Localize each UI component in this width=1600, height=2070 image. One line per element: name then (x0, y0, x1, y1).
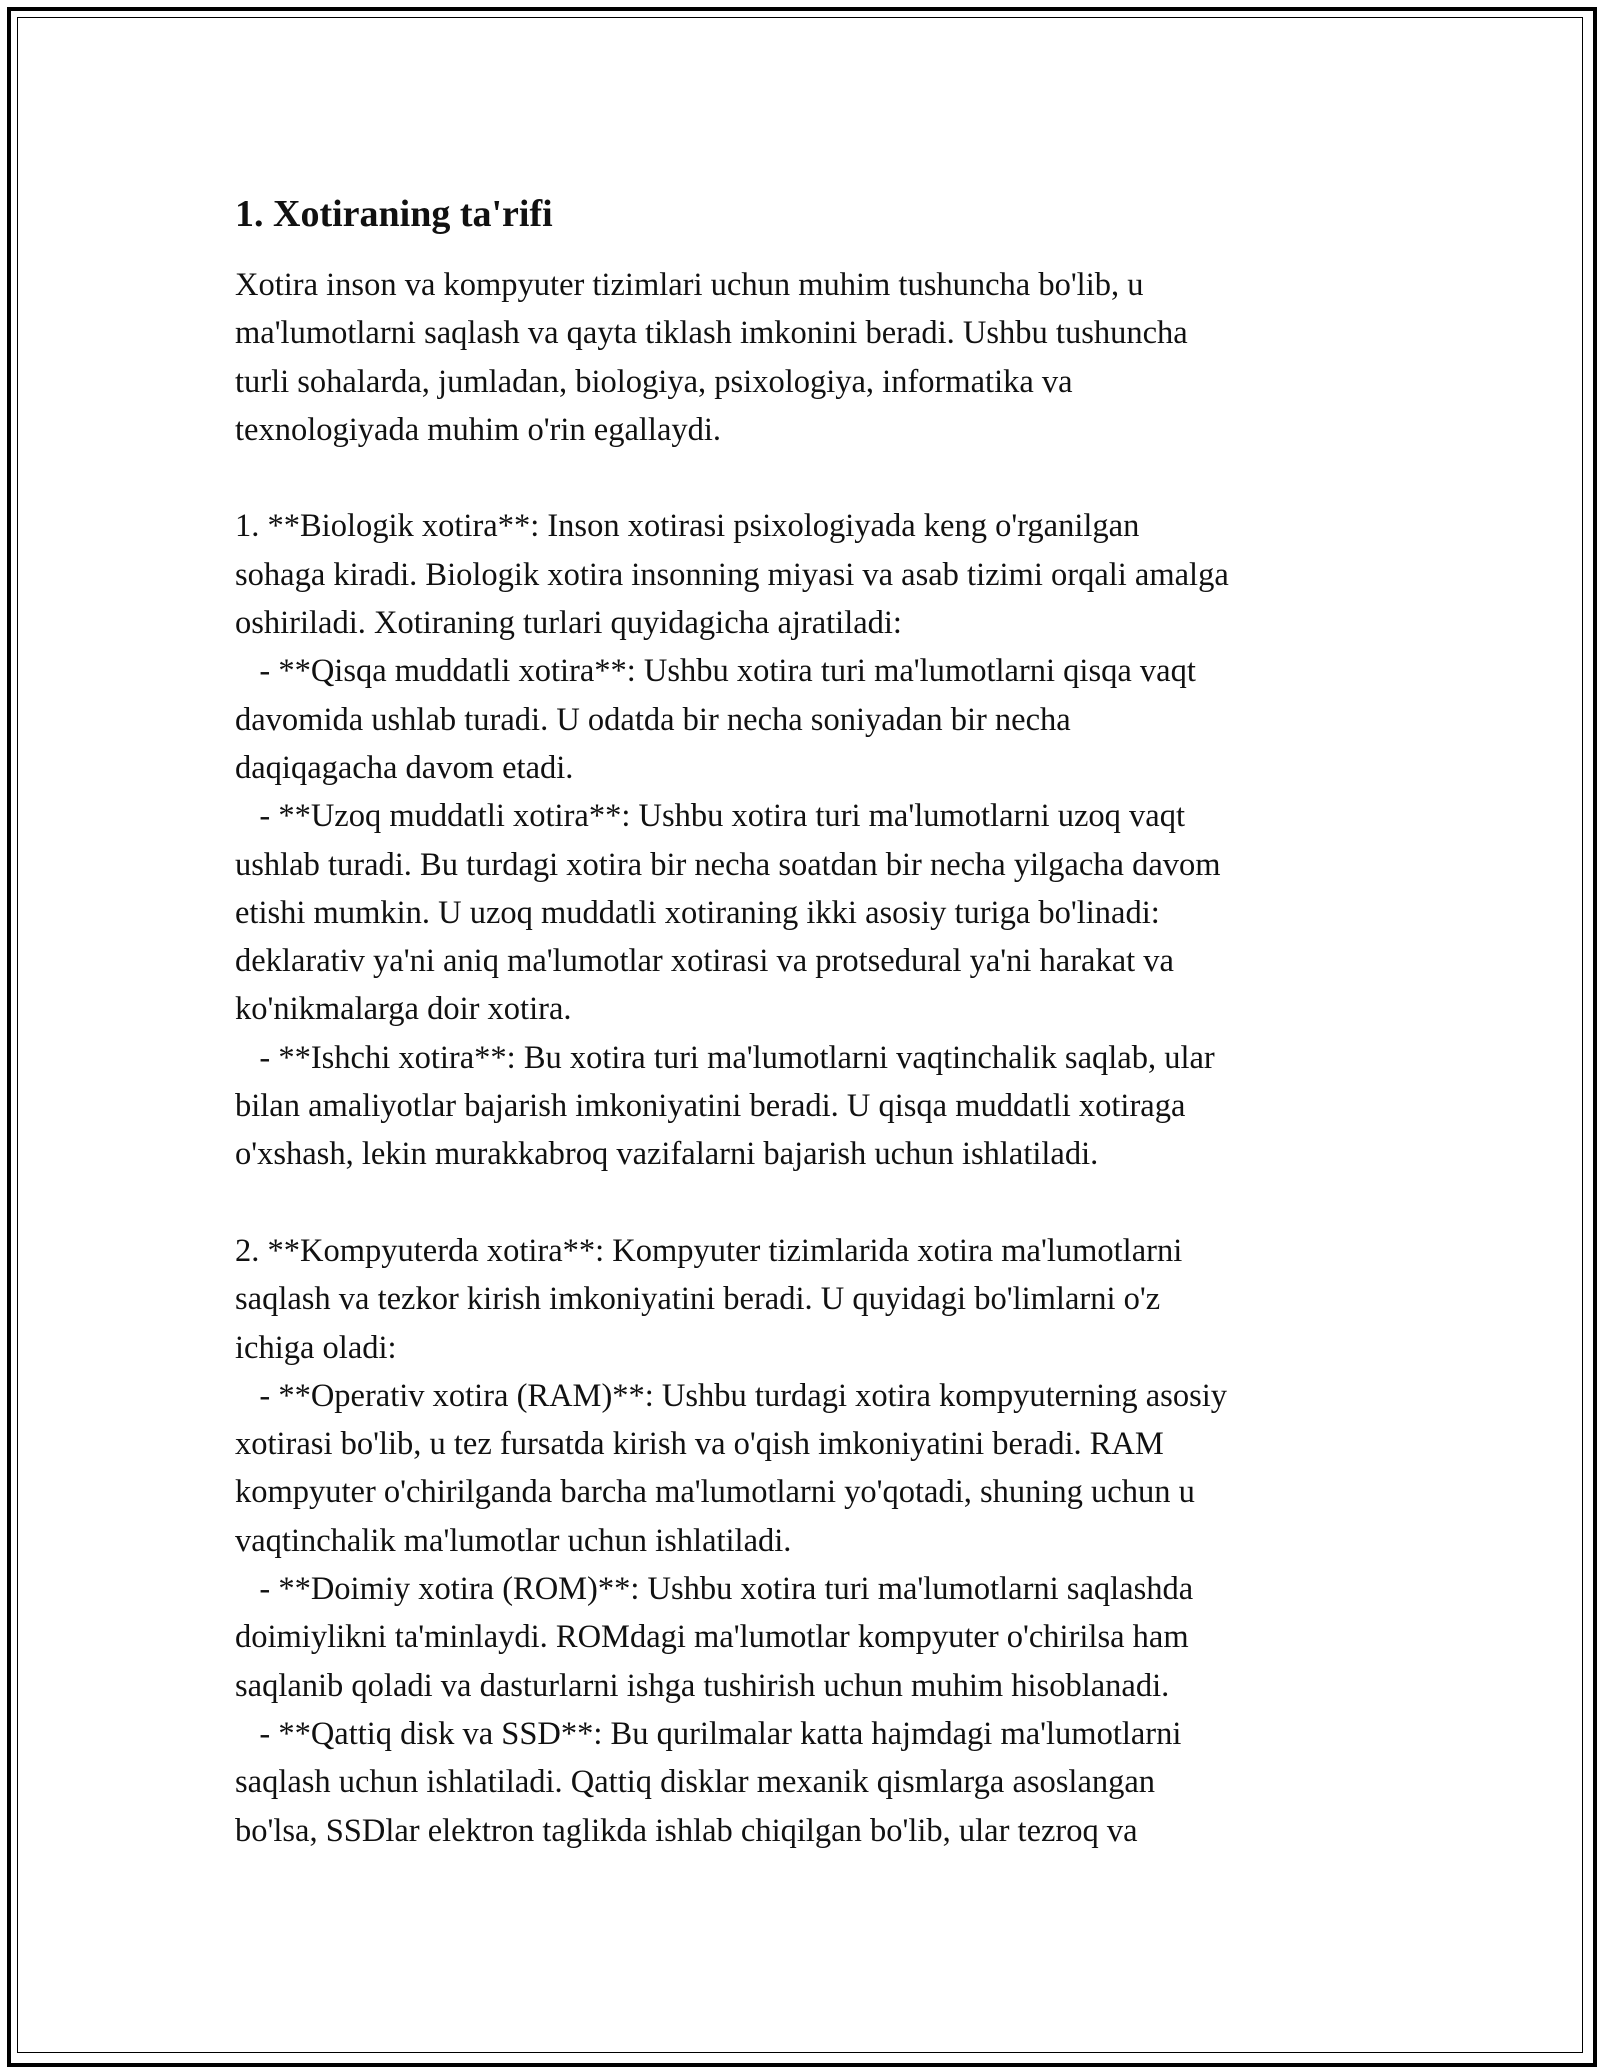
section-heading: 1. Xotiraning ta'rifi (235, 193, 553, 235)
intro-paragraph: Xotira inson va kompyuter tizimlari uchun muhim tushuncha bo'lib, u ma'lumotlarni saqlash va qayta tiklash imkonini beradi. Ushbu tushuncha turli sohalarda, jumladan, biologiya, psixologiya, informatika va texnologiyada muhim o'rin egallaydi. (235, 267, 1188, 448)
biological-memory-paragraph: 1. **Biologik xotira**: Inson xotirasi psixologiyada keng o'rganilgan sohaga kiradi. Biologik xotira insonning miyasi va asab tizimi orqali amalga oshiriladi. Xotiraning turlari quyidagicha ajratiladi: - **Qisqa muddatli xotira**: Ushbu xotira turi ma'lumotlarni qisqa vaqt davomida ushlab turadi. U odatda bir necha soniyadan bir necha daqiqagacha davom etadi. - **Uzoq muddatli xotira**: Ushbu xotira turi ma'lumotlarni uzoq vaqt ushlab turadi. Bu turdagi xotira bir necha soatdan bir necha yilgacha davom etishi mumkin. U uzoq muddatli xotiraning ikki asosiy turiga bo'linadi: deklarativ ya'ni aniq ma'lumotlar xotirasi va protsedural ya'ni harakat va ko'nikmalarga doir xotira. - **Ishchi xotira**: Bu xotira turi ma'lumotlarni vaqtinchalik saqlab, ular bilan amaliyotlar bajarish imkoniyatini beradi. U qisqa muddatli xotiraga o'xshash, lekin murakkabroq vazifalarni bajarish uchun ishlatiladi. (235, 508, 1229, 1173)
computer-memory-paragraph: 2. **Kompyuterda xotira**: Kompyuter tizimlarida xotira ma'lumotlarni saqlash va tezkor kirish imkoniyatini beradi. U quyidagi bo'limlarni o'z ichiga oladi: - **Operativ xotira (RAM)**: Ushbu turdagi xotira kompyuterning asosiy xotirasi bo'lib, u tez fursatda kirish va o'qish imkoniyatini beradi. RAM kompyuter o'chirilganda barcha ma'lumotlarni yo'qotadi, shuning uchun u vaqtinchalik ma'lumotlar uchun ishlatiladi. - **Doimiy xotira (ROM)**: Ushbu xotira turi ma'lumotlarni saqlashda doimiylikni ta'minlaydi. ROMdagi ma'lumotlar kompyuter o'chirilsa ham saqlanib qoladi va dasturlarni ishga tushirish uchun muhim hisoblanadi. - **Qattiq disk va SSD**: Bu qurilmalar katta hajmdagi ma'lumotlarni saqlash uchun ishlatiladi. Qattiq disklar mexanik qismlarga asoslangan bo'lsa, SSDlar elektron taglikda ishlab chiqilgan bo'lib, ular tezroq va (235, 1232, 1227, 1849)
document-body (235, 185, 1395, 1855)
